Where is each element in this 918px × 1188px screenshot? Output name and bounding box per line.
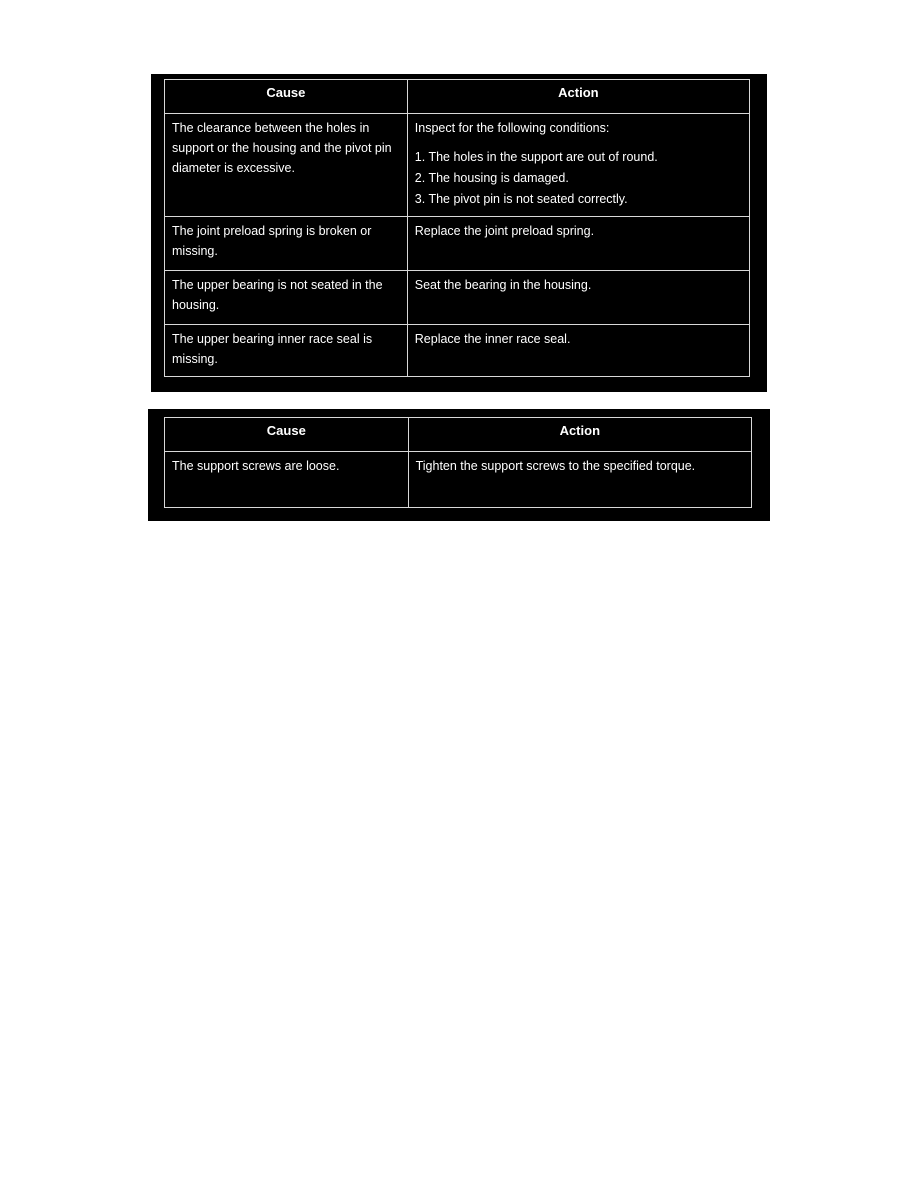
table-row [165, 270, 750, 324]
list-item: 2. The housing is damaged. [414, 171, 569, 186]
cause-cell: The support screws are loose. [165, 452, 409, 508]
table-row [165, 217, 750, 270]
cause-cell: The upper bearing inner race seal is missing. [165, 324, 408, 376]
cause-cell: The upper bearing is not seated in the housing. [165, 270, 408, 324]
cause-header: Cause [165, 418, 409, 452]
table-header-row [165, 80, 750, 114]
table-row [165, 324, 750, 376]
troubleshooting-table-2 [148, 409, 770, 521]
action-cell: Replace the inner race seal. [407, 324, 749, 376]
cause-cell: The clearance between the holes in support or the housing and the pivot pin diameter is excessive. [165, 114, 408, 217]
cause-header: Cause [165, 80, 408, 114]
action-header: Action [408, 418, 751, 452]
table-row [165, 114, 750, 217]
action-cell: Seat the bearing in the housing. [407, 270, 749, 324]
action-header: Action [407, 80, 749, 114]
cause-action-table [164, 417, 752, 508]
table-header-row [165, 418, 752, 452]
list-item: 1. The holes in the support are out of round. [414, 150, 658, 165]
action-cell: Replace the joint preload spring. [407, 217, 749, 270]
action-lead-text: Inspect for the following conditions: [414, 121, 610, 136]
list-item: 3. The pivot pin is not seated correctly. [414, 192, 628, 207]
inspection-list [415, 147, 742, 209]
table-row [165, 452, 752, 508]
cause-cell: The joint preload spring is broken or missing. [165, 217, 408, 270]
cause-action-table [164, 79, 750, 377]
action-cell [407, 114, 749, 217]
action-cell: Tighten the support screws to the specified torque. [408, 452, 751, 508]
troubleshooting-table-1 [151, 74, 767, 392]
